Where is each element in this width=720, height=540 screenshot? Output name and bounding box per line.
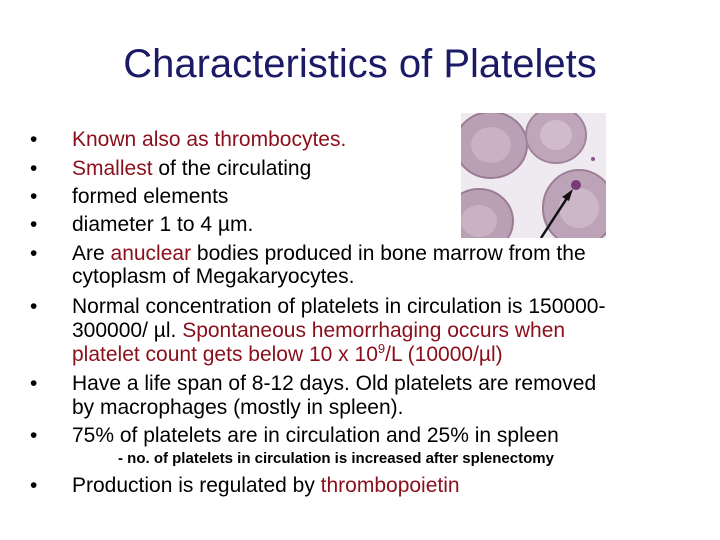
bullet-7-continuation [72,395,403,420]
bullet-5-cont-text: cytoplasm of Megakaryocytes. [72,265,355,288]
bullet-marker: • [30,424,38,447]
bullet-marker: • [30,372,38,395]
bullet-6-continuation-2 [72,342,503,367]
bullet-5-text: Are [72,242,111,265]
bullet-3 [72,184,228,209]
bullet-1-text: Known also as thrombocytes. [72,128,347,151]
bullet-8-text: 75% of platelets are in circulation and 25% in spleen [72,424,559,447]
bullet-9-text: Production is regulated by [72,474,321,497]
bullet-4-text: diameter 1 to 4 µm. [72,213,254,236]
bullet-8 [72,423,559,448]
bullet-9 [72,473,460,498]
bullet-2-emphasis: Smallest [72,157,153,180]
bullet-7 [72,371,596,396]
bullet-4 [72,212,253,237]
bullet-6-superscript: 9 [377,341,386,356]
bullet-marker: • [30,185,38,208]
bullet-9-emphasis: thrombopoietin [320,474,460,497]
bullet-1 [72,127,346,152]
bullet-5 [72,241,586,266]
bullet-7-text: Have a life span of 8-12 days. Old platelets are removed [72,372,597,395]
bullet-6-continuation [72,318,565,343]
bullet-marker: • [30,474,38,497]
bullet-2 [72,156,311,181]
bullet-marker: • [30,295,38,318]
bullet-7-cont-text: by macrophages (mostly in spleen). [72,396,404,419]
bullet-5-continuation [72,264,354,289]
bullet-3-text: formed elements [72,185,229,208]
bullet-6-emphasis-3: /L (10000/µl) [385,343,503,366]
bullet-6-cont-text: 300000/ µl. [72,319,183,342]
bullet-marker: • [30,128,38,151]
bullet-2-text: of the circulating [152,157,312,180]
slide-title: Characteristics of Platelets [123,42,597,86]
bullet-6-text: Normal concentration of platelets in circulation is 150000- [72,295,606,318]
bullet-5-emphasis: anuclear [110,242,192,265]
bullet-6 [72,294,605,319]
bullet-6-emphasis-2: platelet count gets below 10 x 10 [72,343,378,366]
bullet-marker: • [30,213,38,236]
bullet-5-text-end: bodies produced in bone marrow from the [191,242,586,265]
bullet-marker: • [30,157,38,180]
bullet-marker: • [30,242,38,265]
bullet-6-emphasis: Spontaneous hemorrhaging occurs when [182,319,566,342]
sub-note: - no. of platelets in circulation is increased after splenectomy [118,450,554,467]
